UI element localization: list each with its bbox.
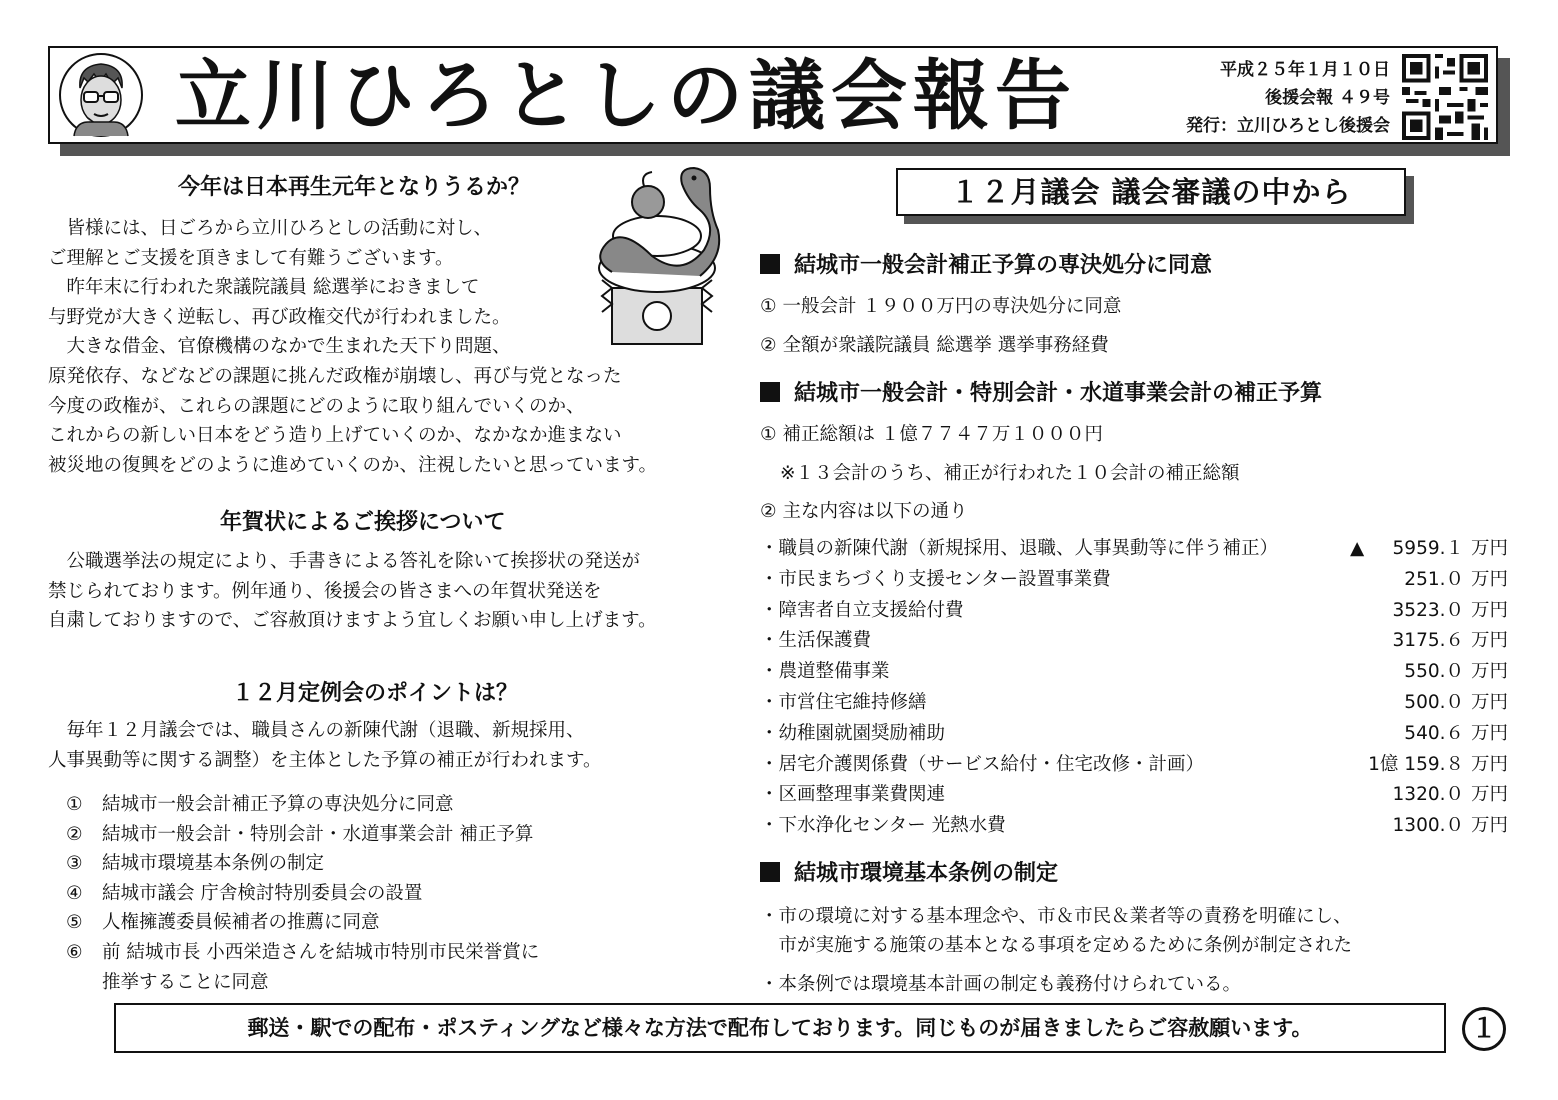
body-line: 今度の政権が、これらの課題にどのように取り組んでいくのか、 (48, 395, 585, 417)
black-square-icon (760, 254, 780, 274)
publisher: 発行：立川ひろとし後援会 (1186, 116, 1390, 136)
budget-total-line: ① 補正総額は １億７７４７万１０００円 (760, 424, 1103, 445)
person-with-glasses-icon (58, 52, 144, 138)
body-line: 皆様には、日ごろから立川ひろとしの活動に対し、 (48, 218, 493, 239)
list-item: ・職員の新陳代謝（新規採用、退職、人事異動等に伴う補正） ▲ 5959.１ 万円 (760, 538, 1508, 559)
budget-items-list (760, 534, 1508, 842)
page-title: 立川ひろとしの議会報告 (175, 51, 1077, 140)
right-section3-heading: 結城市環境基本条例の制定 (760, 856, 1058, 887)
page-number: １ (1462, 1007, 1506, 1051)
list-item: ・生活保護費 3175.６ 万円 (760, 630, 1508, 652)
distribution-notice: 郵送・駅での配布・ポスティングなど様々な方法で配布しております。同じものが届きましたらご容赦願います。 (114, 1003, 1446, 1053)
masthead (48, 46, 1498, 144)
budget-contents-line: ② 主な内容は以下の通り (760, 501, 968, 522)
list-item: ② 結城市一般会計・特別会計・水道事業会計 補正予算 (66, 823, 534, 845)
list-item: ・障害者自立支援給付費 3523.０ 万円 (760, 599, 1508, 621)
black-square-icon (760, 382, 780, 402)
right-section2-heading: 結城市一般会計・特別会計・水道事業会計の補正予算 (760, 376, 1322, 407)
december-session-points (66, 790, 539, 997)
section1-body (48, 214, 657, 480)
body-line: 大きな借金、官僚機構のなかで生まれた天下り問題、 (48, 336, 511, 358)
body-line: 毎年１２月議会では、職員さんの新陳代謝（退職、新規採用、 (48, 720, 585, 741)
list-item: ⑤ 人権擁護委員候補者の推薦に同意 (66, 912, 380, 934)
section2-body (48, 547, 657, 636)
ordinance-line: ・本条例では環境基本計画の制定も義務付けられている。 (760, 974, 1242, 995)
ordinance-line: ・市の環境に対する基本理念や、市＆市民＆業者等の責務を明確にし、 (760, 906, 1352, 927)
right-section1-heading: 結城市一般会計補正予算の専決処分に同意 (760, 248, 1212, 279)
list-item: ④ 結城市議会 庁舎検討特別委員会の設置 (66, 882, 423, 904)
body-line: 原発依存、などなどの課題に挑んだ政権が崩壊し、再び与党となった (48, 365, 622, 387)
list-item: ・市営住宅維持修繕 500.０ 万円 (760, 691, 1508, 713)
issue-number: 後援会報 ４９号 (1265, 88, 1390, 108)
body-line: 被災地の復興をどのように進めていくのか、注視したいと思っています。 (48, 454, 658, 476)
list-item: ・市民まちづくり支援センター設置事業費 251.０ 万円 (760, 568, 1508, 590)
body-line: ご理解とご支援を頂きまして有難うございます。 (48, 247, 454, 269)
body-line: 公職選挙法の規定により、手書きによる答礼を除いて挨拶状の発送が (48, 551, 641, 572)
right-section1-line: ② 全額が衆議院議員 総選挙 選挙事務経費 (760, 335, 1109, 356)
body-line: 昨年末に行われた衆議院議員 総選挙におきまして (48, 277, 480, 299)
list-item: ① 結城市一般会計補正予算の専決処分に同意 (66, 794, 454, 815)
section3-title: １２月定例会のポイントは？ (232, 681, 519, 706)
qr-code-icon[interactable] (1402, 54, 1488, 140)
list-item: ③ 結城市環境基本条例の制定 (66, 853, 325, 875)
body-line: 自粛しておりますので、ご容赦頂けますよう宜しくお願い申し上げます。 (48, 610, 657, 632)
black-square-icon (760, 862, 780, 882)
body-line: 禁じられております。例年通り、後援会の皆さまへの年賀状発送を (48, 580, 602, 602)
ordinance-line: 市が実施する施策の基本となる事項を定めるために条例が制定された (760, 935, 1353, 956)
kagami-mochi-snake-icon (582, 160, 732, 350)
section2-title: 年賀状によるご挨拶について (220, 510, 506, 535)
body-line: 人事異動等に関する調整）を主体とした予算の補正が行われます。 (48, 749, 602, 771)
section1-title: 今年は日本再生元年となりうるか？ (178, 175, 531, 200)
list-item: ・区画整理事業費関連 1320.０ 万円 (760, 784, 1508, 806)
list-item: ⑥ 前 結城市長 小西栄造さんを結城市特別市民栄誉賞に (66, 941, 540, 963)
list-item: ・下水浄化センター 光熱水費 1300.０ 万円 (760, 815, 1508, 837)
issue-info (1150, 56, 1390, 140)
body-line: 与野党が大きく逆転し、再び政権交代が行われました。 (48, 306, 511, 328)
budget-note: ※１３会計のうち、補正が行われた１０会計の補正総額 (780, 463, 1240, 484)
list-item: ・幼稚園就園奨励補助 540.６ 万円 (760, 722, 1508, 744)
council-review-title: １２月議会 議会審議の中から (896, 168, 1406, 216)
issue-date: 平成２５年１月１０日 (1220, 60, 1390, 80)
list-item: 推挙することに同意 (102, 971, 269, 993)
section3-body (48, 716, 602, 775)
right-section1-line: ① 一般会計 １９００万円の専決処分に同意 (760, 296, 1122, 317)
list-item: ・農道整備事業 550.０ 万円 (760, 661, 1508, 683)
body-line: これからの新しい日本をどう造り上げていくのか、なかなか進まない (48, 425, 622, 447)
list-item: ・居宅介護関係費（サービス給付・住宅改修・計画） 1億 159.８ 万円 (760, 753, 1508, 775)
